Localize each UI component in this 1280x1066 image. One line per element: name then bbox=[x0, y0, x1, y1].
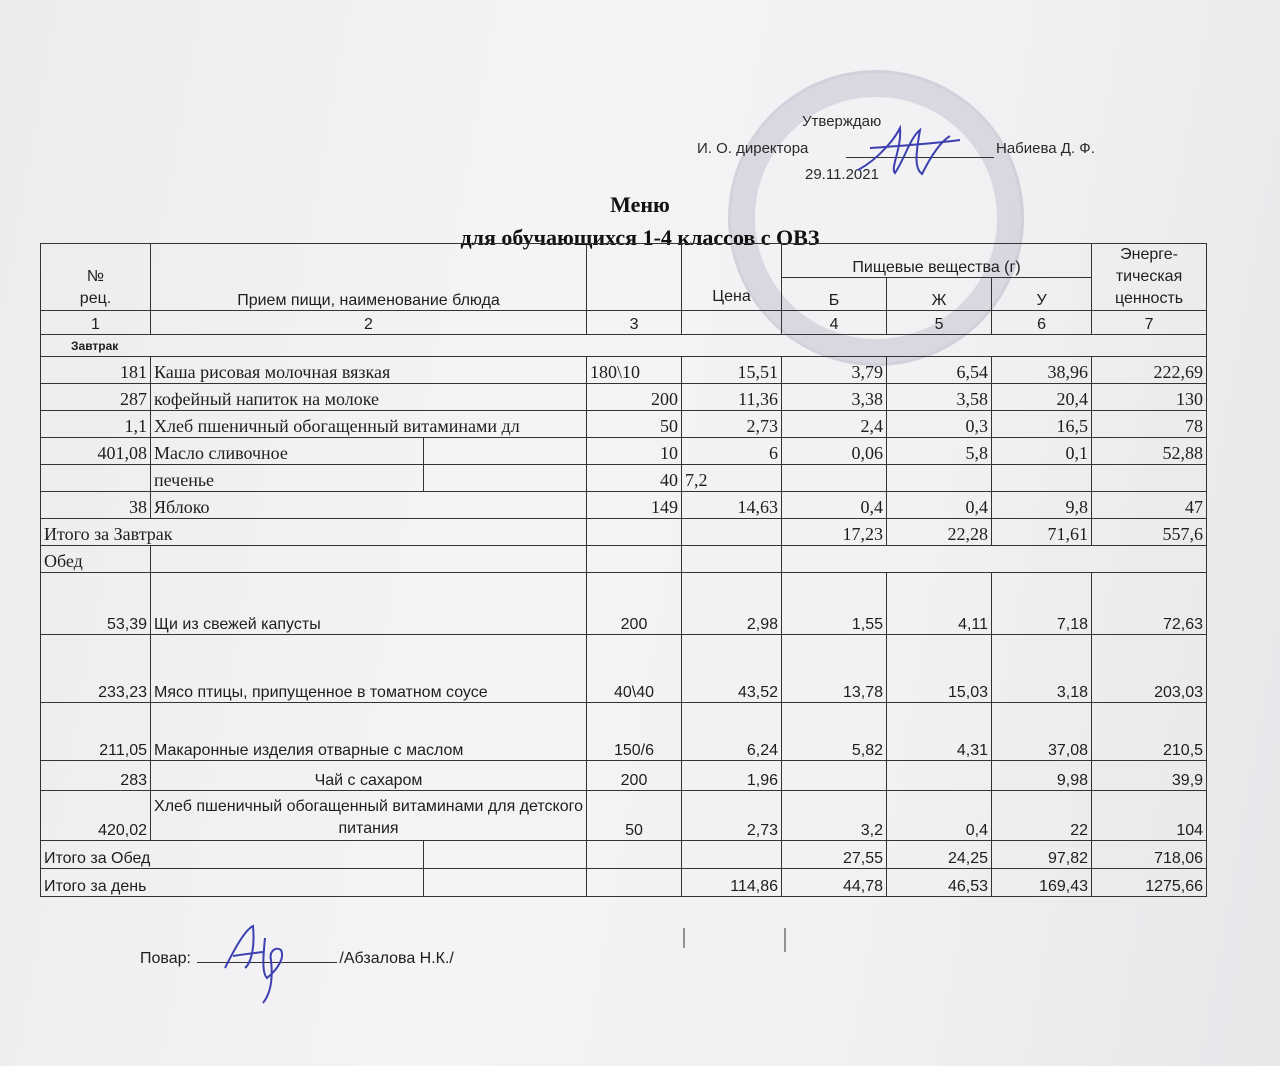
energy: 222,69 bbox=[1092, 357, 1207, 384]
energy: 104 bbox=[1092, 791, 1207, 841]
recipe-number: 420,02 bbox=[41, 791, 151, 841]
header-price: Цена bbox=[682, 244, 782, 311]
menu-title: Меню bbox=[610, 192, 670, 217]
protein: 1,55 bbox=[782, 573, 887, 635]
energy: 47 bbox=[1092, 492, 1207, 519]
protein: 0,4 bbox=[782, 492, 887, 519]
protein: 13,78 bbox=[782, 635, 887, 703]
col-num-4: 4 bbox=[782, 311, 887, 335]
fat: 0,3 bbox=[887, 411, 992, 438]
price: 2,73 bbox=[682, 791, 782, 841]
dish-name: Каша рисовая молочная вязкая bbox=[151, 357, 587, 384]
price: 7,2 bbox=[682, 465, 782, 492]
cook-name: /Абзалова Н.К./ bbox=[339, 950, 454, 967]
recipe-number: 233,23 bbox=[41, 635, 151, 703]
dish-name: Масло сливочное bbox=[151, 438, 424, 465]
portion: 150/6 bbox=[587, 703, 682, 761]
price: 14,63 bbox=[682, 492, 782, 519]
dish-name: печенье bbox=[151, 465, 424, 492]
col-num-7: 7 bbox=[1092, 311, 1207, 335]
cook-signature bbox=[215, 918, 305, 1008]
lunch-total-label: Итого за Обед bbox=[41, 841, 424, 869]
fat: 6,54 bbox=[887, 357, 992, 384]
fat: 3,58 bbox=[887, 384, 992, 411]
carbs: 16,5 bbox=[992, 411, 1092, 438]
protein-day-total: 44,78 bbox=[782, 869, 887, 897]
protein: 0,06 bbox=[782, 438, 887, 465]
protein-total: 27,55 bbox=[782, 841, 887, 869]
carbs: 22 bbox=[992, 791, 1092, 841]
price: 2,98 bbox=[682, 573, 782, 635]
header-recipe-number: № рец. bbox=[41, 244, 151, 311]
header-protein: Б bbox=[782, 277, 887, 311]
recipe-number: 38 bbox=[41, 492, 151, 519]
cook-label: Повар: bbox=[140, 950, 191, 967]
fat: 0,4 bbox=[887, 492, 992, 519]
protein-total: 17,23 bbox=[782, 519, 887, 546]
fat-total: 22,28 bbox=[887, 519, 992, 546]
header-fat: Ж bbox=[887, 277, 992, 311]
dish-name: Яблоко bbox=[151, 492, 587, 519]
breakfast-total-label: Итого за Завтрак bbox=[41, 519, 587, 546]
director-name: Набиева Д. Ф. bbox=[996, 140, 1095, 157]
energy-total: 557,6 bbox=[1092, 519, 1207, 546]
energy: 130 bbox=[1092, 384, 1207, 411]
col-num-6: 6 bbox=[992, 311, 1092, 335]
fat: 0,4 bbox=[887, 791, 992, 841]
protein: 5,82 bbox=[782, 703, 887, 761]
fat: 15,03 bbox=[887, 635, 992, 703]
recipe-number: 287 bbox=[41, 384, 151, 411]
header-meal-name: Прием пищи, наименование блюда bbox=[151, 244, 587, 311]
dish-name: Мясо птицы, припущенное в томатном соусе bbox=[151, 635, 587, 703]
protein: 3,38 bbox=[782, 384, 887, 411]
carbs: 0,1 bbox=[992, 438, 1092, 465]
recipe-number: 401,08 bbox=[41, 438, 151, 465]
price: 15,51 bbox=[682, 357, 782, 384]
col-num-1: 1 bbox=[41, 311, 151, 335]
portion: 40 bbox=[587, 465, 682, 492]
carbs: 3,18 bbox=[992, 635, 1092, 703]
portion: 50 bbox=[587, 411, 682, 438]
fat: 4,11 bbox=[887, 573, 992, 635]
energy: 78 bbox=[1092, 411, 1207, 438]
portion: 180\10 bbox=[587, 357, 682, 384]
portion: 200 bbox=[587, 384, 682, 411]
price: 11,36 bbox=[682, 384, 782, 411]
energy: 210,5 bbox=[1092, 703, 1207, 761]
col-num-2: 2 bbox=[151, 311, 587, 335]
carbs: 38,96 bbox=[992, 357, 1092, 384]
carbs: 20,4 bbox=[992, 384, 1092, 411]
protein: 3,2 bbox=[782, 791, 887, 841]
recipe-number: 1,1 bbox=[41, 411, 151, 438]
col-num-3: 3 bbox=[587, 311, 682, 335]
protein: 3,79 bbox=[782, 357, 887, 384]
portion: 10 bbox=[587, 438, 682, 465]
fat-total: 24,25 bbox=[887, 841, 992, 869]
energy: 203,03 bbox=[1092, 635, 1207, 703]
portion: 200 bbox=[587, 761, 682, 791]
recipe-number: 53,39 bbox=[41, 573, 151, 635]
breakfast-section-label: Завтрак bbox=[41, 335, 1207, 357]
dish-name: Макаронные изделия отварные с маслом bbox=[151, 703, 587, 761]
fat-day-total: 46,53 bbox=[887, 869, 992, 897]
fat: 4,31 bbox=[887, 703, 992, 761]
price: 1,96 bbox=[682, 761, 782, 791]
fat: 5,8 bbox=[887, 438, 992, 465]
carbs: 9,8 bbox=[992, 492, 1092, 519]
carbs-day-total: 169,43 bbox=[992, 869, 1092, 897]
price: 6 bbox=[682, 438, 782, 465]
energy: 39,9 bbox=[1092, 761, 1207, 791]
recipe-number: 181 bbox=[41, 357, 151, 384]
carbs: 7,18 bbox=[992, 573, 1092, 635]
dish-name: Хлеб пшеничный обогащенный витаминами дл bbox=[151, 411, 587, 438]
portion: 149 bbox=[587, 492, 682, 519]
header-energy: Энерге- тическая ценность bbox=[1092, 244, 1207, 311]
day-total-label: Итого за день bbox=[41, 869, 424, 897]
price-day-total: 114,86 bbox=[682, 869, 782, 897]
recipe-number: 283 bbox=[41, 761, 151, 791]
dish-name: Чай с сахаром bbox=[151, 761, 587, 791]
portion: 50 bbox=[587, 791, 682, 841]
col-num-5: 5 bbox=[887, 311, 992, 335]
price: 6,24 bbox=[682, 703, 782, 761]
approval-date: 29.11.2021 bbox=[805, 166, 879, 183]
dish-name: Хлеб пшеничный обогащенный витаминами для детского питания bbox=[151, 791, 587, 841]
dish-name: Щи из свежей капусты bbox=[151, 573, 587, 635]
protein: 2,4 bbox=[782, 411, 887, 438]
energy: 52,88 bbox=[1092, 438, 1207, 465]
header-nutrients: Пищевые вещества (г) bbox=[782, 244, 1092, 278]
approve-word: Утверждаю bbox=[802, 113, 882, 130]
menu-subtitle: для обучающихся 1-4 классов с ОВЗ bbox=[460, 225, 820, 250]
carbs: 37,08 bbox=[992, 703, 1092, 761]
portion: 200 bbox=[587, 573, 682, 635]
carbs: 9,98 bbox=[992, 761, 1092, 791]
recipe-number: 211,05 bbox=[41, 703, 151, 761]
price: 43,52 bbox=[682, 635, 782, 703]
portion: 40\40 bbox=[587, 635, 682, 703]
director-position: И. О. директора bbox=[697, 140, 809, 157]
energy: 72,63 bbox=[1092, 573, 1207, 635]
dish-name: кофейный напиток на молоке bbox=[151, 384, 587, 411]
energy-total: 718,06 bbox=[1092, 841, 1207, 869]
energy-day-total: 1275,66 bbox=[1092, 869, 1207, 897]
price: 2,73 bbox=[682, 411, 782, 438]
carbs-total: 97,82 bbox=[992, 841, 1092, 869]
lunch-section-label: Обед bbox=[41, 546, 151, 573]
header-carbs: У bbox=[992, 277, 1092, 311]
carbs-total: 71,61 bbox=[992, 519, 1092, 546]
